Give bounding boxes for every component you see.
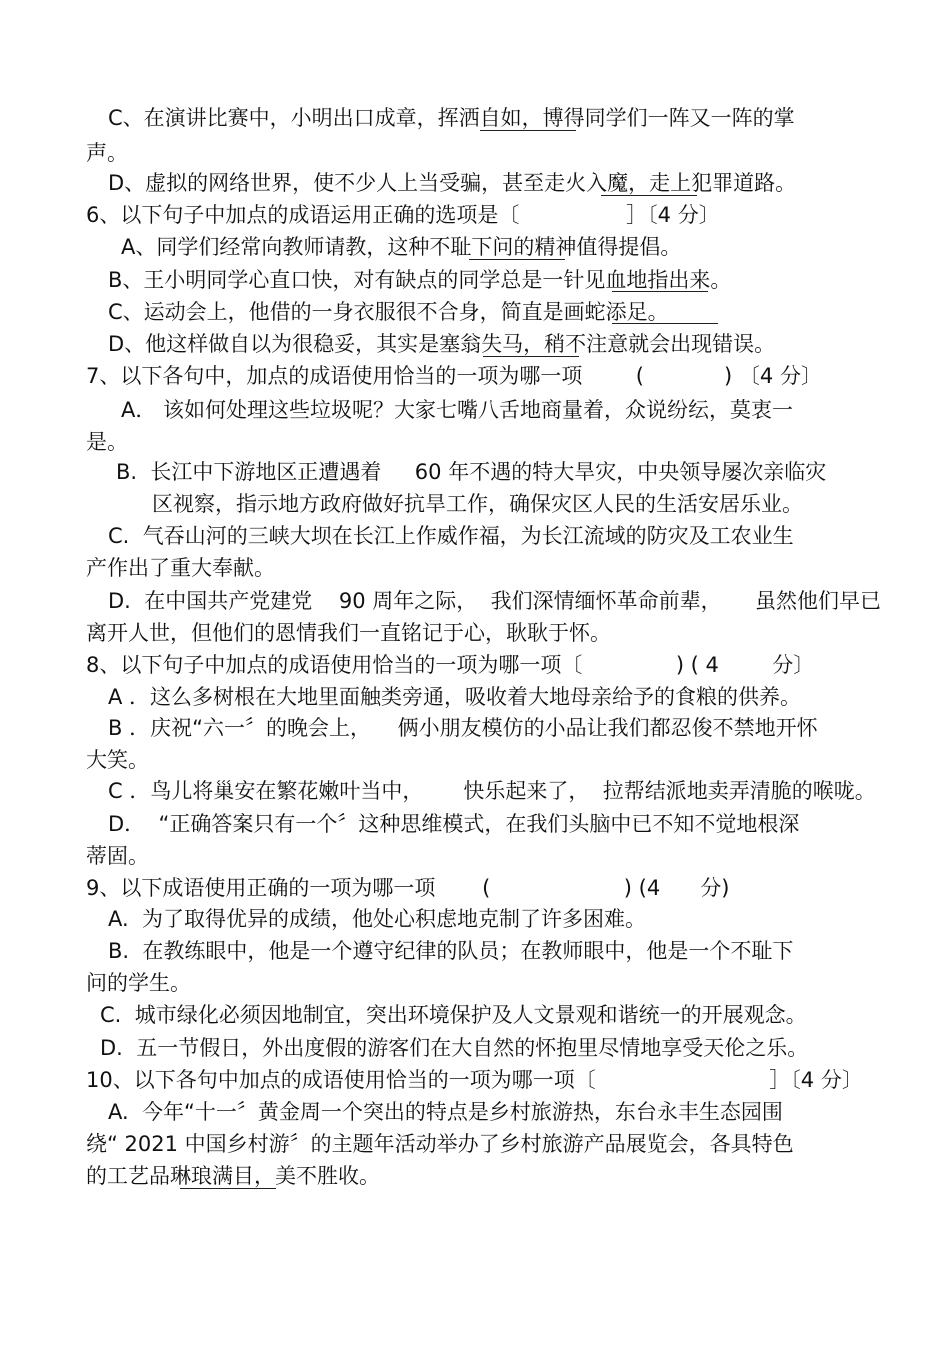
- underline-mark: [180, 1188, 276, 1189]
- option-7c-line-2: 产作出了重大奉献。: [86, 556, 275, 580]
- option-7b-line-1: B. 长江中下游地区正遭遇着 60 年不遇的特大旱灾，中央领导屡次亲临灾: [116, 460, 827, 484]
- option-9b-line-1: B. 在教练眼中，他是一个遵守纪律的队员；在教师眼中，他是一个不耻下: [108, 939, 794, 963]
- option-9b-line-2: 问的学生。: [86, 971, 191, 995]
- option-8d-line-1: D． “正确答案只有一个〞这种思维模式，在我们头脑中已不知不觉地根深: [108, 812, 800, 836]
- question-8: 8、以下句子中加点的成语使用恰当的一项为哪一项〔 ) ( 4 分〕: [86, 653, 815, 677]
- option-10a-line-2: 绕“ 2021 中国乡村游〞的主题年活动举办了乡村旅游产品展览会，各具特色: [86, 1132, 794, 1156]
- option-7d-line-1: D. 在中国共产党建党 90 周年之际， 我们深情缅怀革命前辈， 虽然他们早已: [108, 589, 882, 613]
- option-6b: B、王小明同学心直口快，对有缺点的同学总是一针见血地指出来。: [108, 268, 732, 292]
- option-5c-line-1: C、在演讲比赛中，小明出口成章，挥洒自如，博得同学们一阵又一阵的掌: [108, 106, 795, 130]
- option-5d: D、虚拟的网络世界，使不少人上当受骗，甚至走火入魔，走上犯罪道路。: [108, 171, 797, 195]
- underline-mark: [480, 130, 576, 131]
- option-8d-line-2: 蒂固。: [86, 844, 149, 868]
- option-9d: D. 五一节假日，外出度假的游客们在大自然的怀抱里尽情地享受天伦之乐。: [100, 1036, 809, 1060]
- option-7d-line-2: 离开人世，但他们的恩情我们一直铭记于心，耿耿于怀。: [86, 621, 611, 645]
- option-6d: D、他这样做自以为很稳妥，其实是塞翁失马，稍不注意就会出现错误。: [108, 332, 776, 356]
- option-10a-line-1: A. 今年“十一〞黄金周一个突出的特点是乡村旅游热，东台永丰生态园围: [108, 1100, 783, 1124]
- option-8b-line-2: 大笑。: [86, 748, 149, 772]
- question-6: 6、以下句子中加点的成语运用正确的选项是〔 ］〔4 分〕: [86, 203, 720, 227]
- underline-mark: [483, 356, 579, 357]
- underline-mark: [469, 259, 565, 260]
- question-7: 7、以下各句中，加点的成语使用恰当的一项为哪一项 ( ) 〔4 分〕: [86, 364, 822, 388]
- option-9c: C. 城市绿化必须因地制宜，突出环境保护及人文景观和谐统一的开展观念。: [100, 1003, 807, 1027]
- option-7a-line-2: 是。: [86, 430, 128, 454]
- underline-mark: [601, 195, 697, 196]
- option-5c-line-2: 声。: [86, 141, 128, 165]
- question-9: 9、以下成语使用正确的一项为哪一项 ( ) (4 分): [86, 876, 730, 900]
- option-8b-line-1: B ．庆祝“六一〞的晚会上， 俩小朋友模仿的小品让我们都忍俊不禁地开怀: [108, 716, 818, 740]
- option-9a: A. 为了取得优异的成绩，他处心积虑地克制了许多困难。: [108, 907, 647, 931]
- option-7a-line-1: A． 该如何处理这些垃圾呢？大家七嘴八舌地商量着，众说纷纭，莫衷一: [121, 398, 794, 422]
- option-6c: C、运动会上，他借的一身衣服很不合身，简直是画蛇添足。: [108, 300, 669, 324]
- option-7c-line-1: C. 气吞山河的三峡大坝在长江上作威作福，为长江流域的防灾及工农业生: [108, 524, 794, 548]
- option-6a: A、同学们经常向教师请教，这种不耻下问的精神值得提倡。: [121, 235, 682, 259]
- underline-mark: [612, 323, 718, 324]
- underline-mark: [612, 291, 708, 292]
- option-8c: C ．鸟儿将巢安在繁花嫩叶当中， 快乐起来了， 拉帮结派地卖弄清脆的喉咙。: [108, 779, 876, 803]
- question-10: 10、以下各句中加点的成语使用恰当的一项为哪一项〔 ］〔4 分〕: [86, 1068, 863, 1092]
- option-8a: A ．这么多树根在大地里面触类旁通，吸收着大地母亲给予的食粮的供养。: [108, 685, 802, 709]
- option-7b-line-2: 区视察，指示地方政府做好抗旱工作，确保灾区人民的生活安居乐业。: [152, 492, 803, 516]
- option-10a-line-3: 的工艺品琳琅满目，美不胜收。: [86, 1164, 380, 1188]
